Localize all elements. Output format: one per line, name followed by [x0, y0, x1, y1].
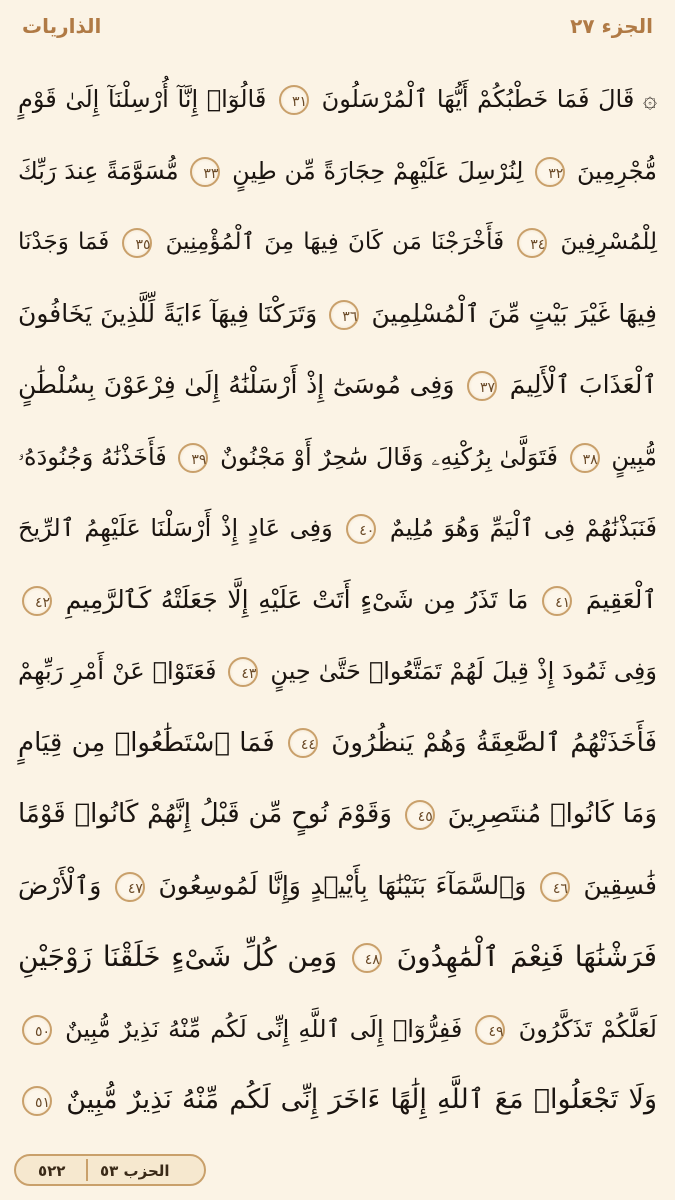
verse-text: وَمِن كُلِّ شَىْءٍ خَلَقْنَا زَوْجَيْنِ	[18, 940, 338, 973]
ayah-number-marker: ٣٦	[329, 300, 359, 330]
text-line	[18, 138, 657, 204]
verse-text: مُّجْرِمِينَ	[577, 156, 657, 185]
text-line	[18, 209, 657, 275]
verse-text: وَتَرَكْنَا فِيهَآ ءَايَةً لِّلَّذِينَ يَخَافُونَ	[18, 298, 318, 328]
ayah-number-marker: ٥٠	[22, 1015, 52, 1045]
text-line	[18, 66, 657, 132]
ayah-number-marker: ٤٩	[475, 1015, 505, 1045]
verse-text: مَا تَذَرُ مِن شَىْءٍ أَتَتْ عَلَيْهِ إِلَّا جَعَلَتْهُ كَٱلرَّمِيمِ	[65, 584, 529, 614]
verse-text: فَمَا وَجَدْنَا	[18, 229, 110, 255]
verse-text: فَعَتَوْا۟ عَنْ أَمْرِ رَبِّهِمْ	[18, 657, 217, 685]
ayah-number-marker: ٤٢	[22, 586, 52, 616]
text-line	[18, 996, 657, 1062]
verse-text: وَقَوْمَ نُوحٍ مِّن قَبْلُ إِنَّهُمْ كَانُوا۟ قَوْمًا	[18, 799, 392, 829]
ayah-number-marker: ٣٧	[467, 371, 497, 401]
ayah-number-marker: ٤٧	[115, 872, 145, 902]
quran-page-text	[18, 66, 657, 1140]
verse-text: فَأَخَذْنَٰهُ وَجُنُودَهُۥ	[18, 442, 167, 471]
verse-text: وَمَا كَانُوا۟ مُنتَصِرِينَ	[447, 799, 657, 829]
page-footer	[0, 1144, 675, 1200]
ayah-number-marker: ٤٥	[405, 800, 435, 830]
verse-text: ۞ قَالَ فَمَا خَطْبُكُمْ أَيُّهَا ٱلْمُرْسَلُونَ	[321, 85, 658, 113]
verse-text: وَٱلسَّمَآءَ بَنَيْنَٰهَا بِأَيْي۟دٍ وَإِنَّا لَمُوسِعُونَ	[158, 870, 527, 900]
verse-text: فَٰسِقِينَ	[583, 870, 657, 900]
text-line	[18, 853, 657, 919]
verse-text: وَفِى عَادٍ إِذْ أَرْسَلْنَا عَلَيْهِمُ ٱلرِّيحَ	[18, 514, 333, 542]
text-line	[18, 352, 657, 418]
verse-text: فِيهَا غَيْرَ بَيْتٍ مِّنَ ٱلْمُسْلِمِينَ	[371, 298, 657, 328]
hizb-label: الحزب ٥٣	[100, 1162, 170, 1180]
ayah-number-marker: ٣٩	[178, 443, 208, 473]
verse-text: فَرَشْنَٰهَا فَنِعْمَ ٱلْمَٰهِدُونَ	[396, 940, 657, 973]
verse-text: وَفِى مُوسَىٰٓ إِذْ أَرْسَلْنَٰهُ إِلَىٰ فِرْعَوْنَ بِسُلْطَٰنٍ	[18, 370, 455, 399]
text-line	[18, 781, 657, 847]
verse-text: مُّسَوَّمَةً عِندَ رَبِّكَ	[18, 156, 179, 185]
ayah-number-marker: ٤١	[542, 586, 572, 616]
ayah-number-marker: ٣٢	[535, 157, 565, 187]
verse-text: فَمَا ٱسْتَطَٰعُوا۟ مِن قِيَامٍ	[18, 727, 275, 758]
verse-text: ٱلْعَذَابَ ٱلْأَلِيمَ	[509, 370, 657, 399]
verse-text: مُّبِينٍ	[611, 442, 657, 471]
verse-text: وَٱلْأَرْضَ	[18, 870, 102, 900]
page-header	[0, 0, 675, 60]
ayah-number-marker: ٣٥	[122, 228, 152, 258]
surah-name: الذاريات	[22, 14, 102, 38]
ayah-number-marker: ٣١	[279, 85, 309, 115]
verse-text: لِنُرْسِلَ عَلَيْهِمْ حِجَارَةً مِّن طِينٍ	[232, 156, 524, 185]
ayah-number-marker: ٤٨	[352, 943, 382, 973]
text-line	[18, 710, 657, 776]
page-number: ٥٢٢	[38, 1162, 66, 1180]
verse-text: لَعَلَّكُمْ تَذَكَّرُونَ	[518, 1014, 657, 1043]
verse-text: ٱلْعَقِيمَ	[585, 584, 657, 614]
verse-text: فَأَخْرَجْنَا مَن كَانَ فِيهَا مِنَ ٱلْمُؤْمِنِينَ	[165, 229, 505, 255]
verse-text: فَتَوَلَّىٰ بِرُكْنِهِۦ وَقَالَ سَٰحِرٌ أَوْ مَجْنُونٌ	[220, 442, 558, 471]
ayah-number-marker: ٥١	[22, 1086, 52, 1116]
verse-text: وَلَا تَجْعَلُوا۟ مَعَ ٱللَّهِ إِلَٰهًا ءَاخَرَ إِنِّى لَكُم مِّنْهُ نَذِيرٌ مُّبِينٌ	[66, 1084, 657, 1115]
text-line	[18, 281, 657, 347]
text-line	[18, 638, 657, 704]
text-line	[18, 495, 657, 561]
verse-text: فَنَبَذْنَٰهُمْ فِى ٱلْيَمِّ وَهُوَ مُلِيمٌ	[389, 514, 658, 542]
ayah-number-marker: ٣٨	[570, 443, 600, 473]
ayah-number-marker: ٤٦	[540, 872, 570, 902]
ayah-number-marker: ٤٠	[346, 514, 376, 544]
text-line	[18, 1067, 657, 1133]
footer-divider	[86, 1159, 88, 1181]
text-line	[18, 567, 657, 633]
verse-text: فَأَخَذَتْهُمُ ٱلصَّٰعِقَةُ وَهُمْ يَنظُرُونَ	[331, 727, 658, 758]
ayah-number-marker: ٤٤	[288, 728, 318, 758]
verse-text: قَالُوٓا۟ إِنَّآ أُرْسِلْنَآ إِلَىٰ قَوْمٍ	[18, 85, 267, 113]
ayah-number-marker: ٤٣	[228, 657, 258, 687]
verse-text: وَفِى ثَمُودَ إِذْ قِيلَ لَهُمْ تَمَتَّعُوا۟ حَتَّىٰ حِينٍ	[270, 657, 657, 685]
verse-text: فَفِرُّوٓا۟ إِلَى ٱللَّهِ إِنِّى لَكُم مِّنْهُ نَذِيرٌ مُّبِينٌ	[65, 1014, 463, 1043]
juz-label: الجزء ٢٧	[570, 14, 653, 38]
footer-frame	[14, 1154, 206, 1186]
verse-text: لِلْمُسْرِفِينَ	[560, 229, 658, 255]
text-line	[18, 924, 657, 990]
ayah-number-marker: ٣٣	[190, 157, 220, 187]
ayah-number-marker: ٣٤	[517, 228, 547, 258]
text-line	[18, 424, 657, 490]
